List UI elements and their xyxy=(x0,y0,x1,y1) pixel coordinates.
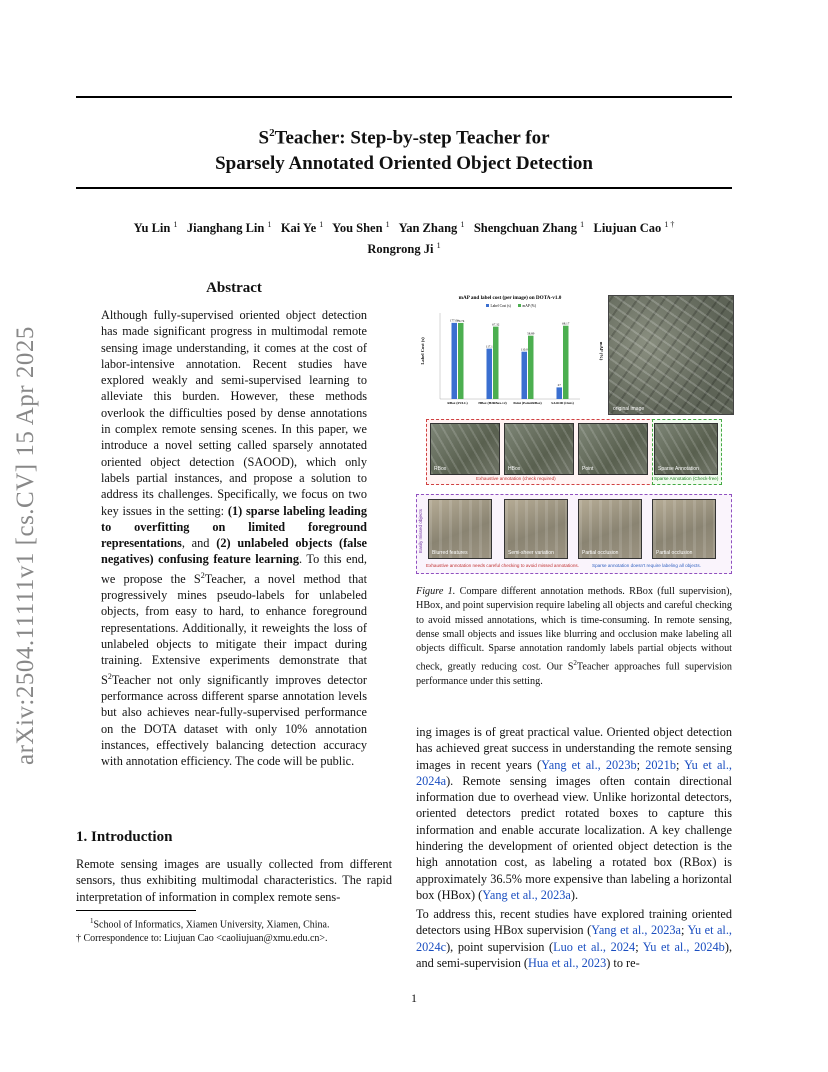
satellite-image xyxy=(608,295,734,415)
data-label: 27 xyxy=(557,383,561,388)
figure-1 xyxy=(416,291,732,574)
legend-entry: Label Cost (s) xyxy=(490,303,511,308)
chart-bar xyxy=(522,352,528,399)
title-line-1: $S^2Teacher$: Step-by-step Teacher for xyxy=(258,127,550,149)
y-axis-label: Label Cost (s) xyxy=(420,337,425,365)
bar-chart xyxy=(416,291,604,416)
chart-bar xyxy=(528,336,534,399)
citation-link[interactable]: Yang et al., 2023a xyxy=(591,923,681,938)
category-label: HBox (H2RBox-v2) xyxy=(478,401,507,405)
exhaustive-note: Exhaustive annotation (check required) xyxy=(476,476,556,481)
category-label: RBox (FULL) xyxy=(447,401,468,405)
author: Yu Lin $^1$ xyxy=(133,220,178,236)
data-label: 117.1 xyxy=(485,344,493,349)
missed-note-left: Exhaustive annotation needs careful checking to avoid missed annotations. xyxy=(426,563,579,568)
title-line-2: Sparsely Annotated Oriented Object Detection xyxy=(215,153,593,175)
scale-variation-image: Semi-sheer variation xyxy=(504,499,568,559)
citation-link[interactable]: Yu et al., 2024c xyxy=(416,923,732,954)
paper-title xyxy=(76,120,732,177)
data-label: 68.17 xyxy=(562,321,570,326)
occlusion-image-1: Partial occlusion xyxy=(578,499,642,559)
citation-link[interactable]: Yu et al., 2024a xyxy=(416,757,732,788)
missed-objects-side-label: Easily missed objects xyxy=(418,509,423,553)
figure-caption: Figure 1. Compare different annotation methods. RBox (full supervision), HBox, and point supervision require labeling all objects and careful checking to avoid missed annotations, which is time-consuming. In remote sensing, dense small objects and issues like blurring and occlusion make labeling all objects difficult. Sparse annotation randomly labels partial objects without check, greatly reducing cost. Our $S^2Teacher$ approaches full supervision performance under this setting. xyxy=(416,586,733,688)
page-number: 1 xyxy=(411,991,417,1005)
data-label: 67.32 xyxy=(492,322,500,327)
chart-bar xyxy=(563,326,569,399)
author-list xyxy=(76,216,732,258)
data-label: 58.89 xyxy=(527,331,535,336)
abstract-heading: Abstract xyxy=(206,280,262,296)
chart-categories xyxy=(447,401,573,405)
chart-bar xyxy=(557,387,563,399)
category-label: Point (Point2RBox) xyxy=(513,401,542,405)
author: You Shen $^1$ xyxy=(332,220,390,236)
blurred-image: Blurred features xyxy=(428,499,492,559)
chart-bars xyxy=(440,313,580,399)
data-label: 70.74 xyxy=(457,318,465,323)
abstract-body: Although fully-supervised oriented object detection has made significant progress in multimodal remote sensing image understanding, it comes at the cost of labor-intensive annotation. Recent studies have explored weakly and semi-supervised learning to alleviate this burden. However, these methods overlook the difficulties posed by dense annotations in complex remote sensing scenes. In this paper, we introduce a novel setting called sparsely annotated oriented object detection (SAOOD), which only labels partial instances, and propose a solution to address its challenges. Specifically, we focus on two key issues in the setting: (1) sparse labeling leading to overfitting on limited foreground representations, and (2) unlabeled objects (false negatives) confusing feature learning. To this end, we propose the $S^2Teacher$, a novel method that progressively mines pseudo-labels for unlabeled objects, from easy to hard, to enhance foreground representations. Additionally, it reweights the loss of unlabeled objects to mitigate their impact during training. Extensive experiments demonstrate that $S^2Teacher$ not only significantly improves detector performance across different sparse annotation levels but also achieves near-fully-supervised performance on the DOTA dataset with only 10% annotation instances, effectively balancing detection accuracy with annotation efficiency. The code will be public. xyxy=(101,308,367,769)
intro-paragraph-right-2: To address this, recent studies have explored training oriented detectors using HBox supervision (Yang et al., 2023a; Yu et al., 2024c), point supervision (Luo et al., 2024; Yu et al., 2024b), and semi-supervision (Hua et al., 2023) to re- xyxy=(416,907,733,970)
author: Yan Zhang $^1$ xyxy=(398,220,465,236)
footnote-correspondence: † Correspondence to: Liujuan Cao <caoliujuan@xmu.edu.cn>. xyxy=(76,933,328,945)
citation-link[interactable]: Hua et al., 2023 xyxy=(528,955,607,970)
footnote-affiliation: $^1$School of Informatics, Xiamen University, Xiamen, China. xyxy=(90,917,330,931)
citation-link[interactable]: 2021b xyxy=(645,757,676,772)
citation-link[interactable]: Yang et al., 2023b xyxy=(541,757,637,772)
original-image-label: original image xyxy=(613,406,645,412)
sparse-note: Sparse Annotation (Check-free) xyxy=(654,476,719,481)
sparse-image: Sparse Annotation xyxy=(654,423,718,475)
citation-link[interactable]: Luo et al., 2024 xyxy=(553,939,636,954)
citation-link[interactable]: Yu et al., 2024b xyxy=(642,939,725,954)
footnote-rule xyxy=(76,910,196,911)
legend-entry: mAP (%) xyxy=(522,303,537,308)
data-label: 177.06 xyxy=(449,318,459,323)
data-label: 110.0 xyxy=(520,347,528,352)
author: Jianghang Lin $^1$ xyxy=(186,220,272,236)
author: Rongrong Ji $^1$ xyxy=(367,241,441,257)
author: Kai Ye $^1$ xyxy=(280,220,324,236)
arxiv-stamp: arXiv:2504.11111v1 [cs.CV] 15 Apr 2025 xyxy=(12,326,39,765)
chart-bar xyxy=(458,323,464,399)
chart-legend xyxy=(486,304,537,308)
occlusion-image-2: Partial occlusion xyxy=(652,499,716,559)
citation-link[interactable]: Yang et al., 2023a xyxy=(482,887,571,902)
section-heading: 1. Introduction xyxy=(76,829,173,845)
category-label: SAOOD (Ours) xyxy=(551,401,574,405)
bottom-rule xyxy=(76,187,732,189)
chart-bar xyxy=(452,323,458,399)
legend-swatch xyxy=(486,304,489,307)
y2-axis-label: mAP (%) xyxy=(599,341,604,361)
intro-paragraph: Remote sensing images are usually collected from different sensors, thus exhibiting multimodal characteristics. The rapid interpretation of information in complex remote sens- xyxy=(76,857,392,904)
chart-title: mAP and label cost (per image) on DOTA-v1.0 xyxy=(458,295,562,301)
point-image: Point xyxy=(578,423,648,475)
rbox-image: RBox xyxy=(430,423,500,475)
footnotes xyxy=(76,914,392,946)
chart-bar xyxy=(493,327,499,399)
hbox-image: HBox xyxy=(504,423,574,475)
legend-swatch xyxy=(518,304,521,307)
author: Liujuan Cao $^{1 \dagger}$ xyxy=(593,220,675,236)
intro-paragraph-right: ing images is of great practical value. Oriented object detection has achieved great success in understanding the remote sensing images in recent years (Yang et al., 2023b; 2021b; Yu et al., 2024a). Remote sensing images often contain directional information due to overhead view. Unlike horizontal detectors, oriented detectors predict rotated boxes to capture this information and enable accurate localization. A key challenge hindering the development of oriented object detection is the high annotation cost, as labeling a rotated box (RBox) is approximately 36.5% more expensive than labeling a horizontal box (HBox) (Yang et al., 2023a). xyxy=(416,725,732,902)
top-rule xyxy=(76,96,732,98)
chart-bar xyxy=(487,349,493,399)
author: Shengchuan Zhang $^1$ xyxy=(473,220,585,236)
missed-note-right: Sparse annotation doesn't require labeling all objects. xyxy=(592,563,701,568)
